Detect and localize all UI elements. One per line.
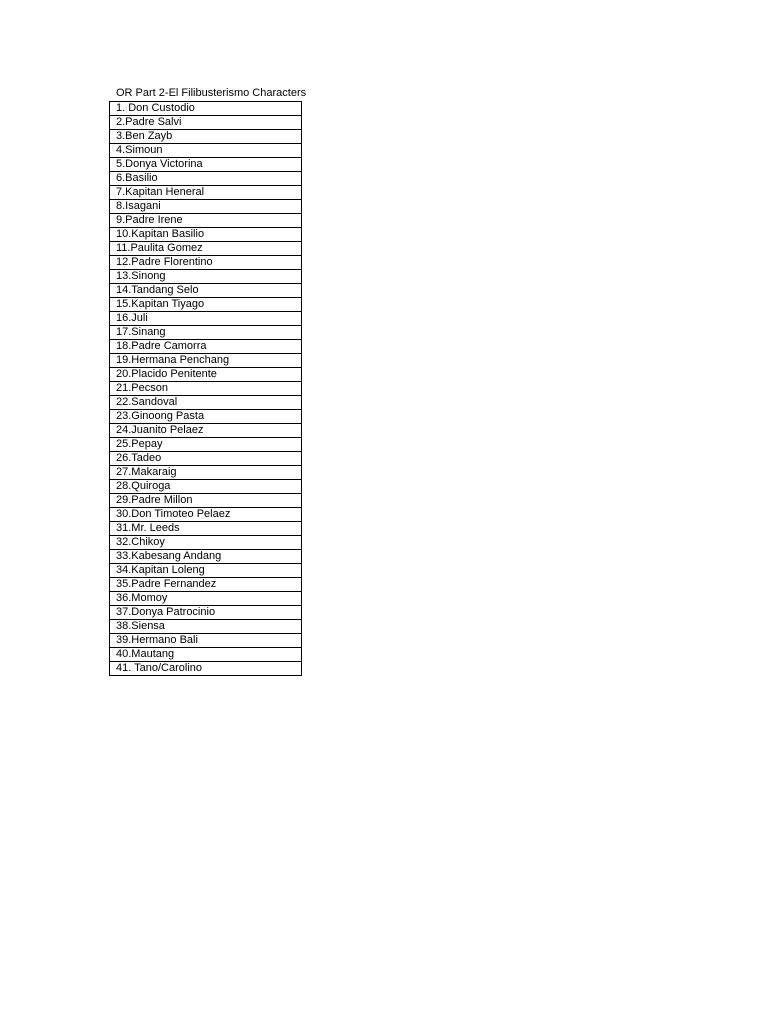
table-row [110, 466, 302, 480]
character-cell: 14.Tandang Selo [110, 284, 302, 298]
table-row [110, 606, 302, 620]
character-cell: 22.Sandoval [110, 396, 302, 410]
table-row [110, 284, 302, 298]
character-cell: 28.Quiroga [110, 480, 302, 494]
character-cell: 27.Makaraig [110, 466, 302, 480]
character-cell: 33.Kabesang Andang [110, 550, 302, 564]
table-row [110, 564, 302, 578]
table-row [110, 382, 302, 396]
character-cell: 23.Ginoong Pasta [110, 410, 302, 424]
character-cell: 38.Siensa [110, 620, 302, 634]
character-cell: 29.Padre Millon [110, 494, 302, 508]
character-cell: 3.Ben Zayb [110, 130, 302, 144]
character-cell: 7.Kapitan Heneral [110, 186, 302, 200]
table-row [110, 270, 302, 284]
character-cell: 31.Mr. Leeds [110, 522, 302, 536]
character-cell: 32.Chikoy [110, 536, 302, 550]
character-cell: 15.Kapitan Tiyago [110, 298, 302, 312]
table-row [110, 312, 302, 326]
table-row [110, 522, 302, 536]
characters-table-body [110, 102, 302, 676]
table-row [110, 662, 302, 676]
character-cell: 25.Pepay [110, 438, 302, 452]
table-row [110, 592, 302, 606]
table-row [110, 186, 302, 200]
character-cell: 10.Kapitan Basilio [110, 228, 302, 242]
character-cell: 9.Padre Irene [110, 214, 302, 228]
table-row [110, 158, 302, 172]
table-row [110, 410, 302, 424]
table-row [110, 536, 302, 550]
table-row [110, 340, 302, 354]
character-cell: 41. Tano/Carolino [110, 662, 302, 676]
table-row [110, 494, 302, 508]
table-row [110, 298, 302, 312]
table-row [110, 200, 302, 214]
table-row [110, 648, 302, 662]
character-cell: 13.Sinong [110, 270, 302, 284]
table-row [110, 256, 302, 270]
table-row [110, 424, 302, 438]
character-cell: 21.Pecson [110, 382, 302, 396]
character-cell: 5.Donya Victorina [110, 158, 302, 172]
sheet-title: OR Part 2-El Filibusterismo Characters [116, 87, 307, 99]
character-cell: 1. Don Custodio [110, 102, 302, 116]
table-row [110, 214, 302, 228]
table-row [110, 396, 302, 410]
table-row [110, 354, 302, 368]
table-row [110, 116, 302, 130]
character-cell: 37.Donya Patrocinio [110, 606, 302, 620]
table-row [110, 480, 302, 494]
character-cell: 6.Basilio [110, 172, 302, 186]
character-cell: 24.Juanito Pelaez [110, 424, 302, 438]
character-cell: 11.Paulita Gomez [110, 242, 302, 256]
character-cell: 26.Tadeo [110, 452, 302, 466]
character-cell: 20.Placido Penitente [110, 368, 302, 382]
character-cell: 39.Hermano Bali [110, 634, 302, 648]
character-cell: 36.Momoy [110, 592, 302, 606]
character-cell: 4.Simoun [110, 144, 302, 158]
table-row [110, 620, 302, 634]
character-cell: 8.Isagani [110, 200, 302, 214]
table-row [110, 130, 302, 144]
table-row [110, 172, 302, 186]
characters-table [109, 101, 302, 676]
table-row [110, 452, 302, 466]
character-cell: 34.Kapitan Loleng [110, 564, 302, 578]
table-row [110, 326, 302, 340]
table-row [110, 228, 302, 242]
table-row [110, 438, 302, 452]
character-cell: 16.Juli [110, 312, 302, 326]
character-cell: 30.Don Timoteo Pelaez [110, 508, 302, 522]
table-row [110, 102, 302, 116]
character-cell: 40.Mautang [110, 648, 302, 662]
table-row [110, 508, 302, 522]
table-row [110, 550, 302, 564]
character-cell: 2.Padre Salvi [110, 116, 302, 130]
character-cell: 19.Hermana Penchang [110, 354, 302, 368]
table-row [110, 578, 302, 592]
table-row [110, 368, 302, 382]
table-row [110, 242, 302, 256]
character-cell: 12.Padre Florentino [110, 256, 302, 270]
table-row [110, 144, 302, 158]
table-row [110, 634, 302, 648]
character-cell: 35.Padre Fernandez [110, 578, 302, 592]
character-cell: 18.Padre Camorra [110, 340, 302, 354]
character-cell: 17.Sinang [110, 326, 302, 340]
